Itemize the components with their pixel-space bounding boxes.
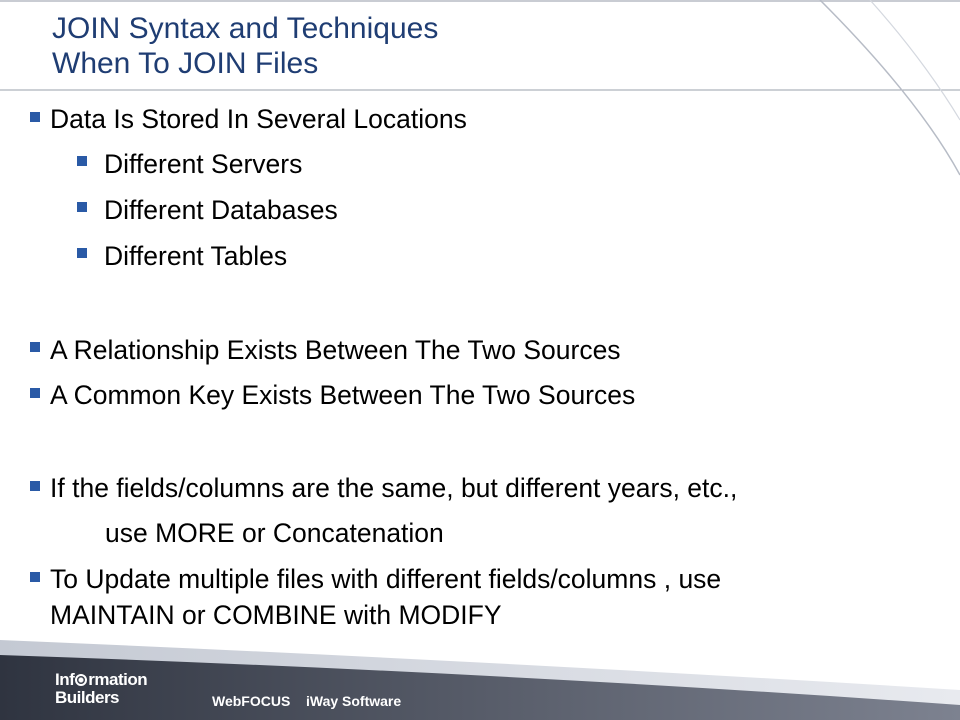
slide-title xyxy=(52,11,438,81)
bullet-item: To Update multiple files with different fields/columns , use xyxy=(50,564,722,594)
square-bullet-icon xyxy=(30,112,40,122)
bullet-item: A Relationship Exists Between The Two Sources xyxy=(50,335,621,365)
logo-text-line2: Builders xyxy=(55,688,120,707)
square-bullet-icon xyxy=(30,388,40,398)
slide-title-line1: JOIN Syntax and Techniques xyxy=(52,12,439,45)
bullet-continuation: use MORE or Concatenation xyxy=(105,518,444,548)
square-bullet-icon xyxy=(30,572,40,582)
bullet-item: Data Is Stored In Several Locations xyxy=(50,104,467,134)
square-bullet-icon xyxy=(77,202,87,212)
bullet-item: If the fields/columns are the same, but different years, etc., xyxy=(50,473,738,503)
top-rule xyxy=(0,0,960,2)
logo-text-a: Inf xyxy=(55,670,75,689)
sub-bullet-item: Different Databases xyxy=(104,195,338,225)
logo-o-icon xyxy=(75,674,87,686)
right-curve-2 xyxy=(870,0,960,120)
square-bullet-icon xyxy=(77,248,87,258)
square-bullet-icon xyxy=(30,481,40,491)
bullet-continuation: MAINTAIN or COMBINE with MODIFY xyxy=(50,600,502,630)
slide-title-line2: When To JOIN Files xyxy=(52,47,319,80)
logo-text-b: rmation xyxy=(88,670,148,689)
sub-bullet-item: Different Tables xyxy=(104,241,288,271)
footer-product-iway: iWay Software xyxy=(306,693,402,709)
square-bullet-icon xyxy=(77,156,87,166)
square-bullet-icon xyxy=(30,342,40,352)
bullet-item: A Common Key Exists Between The Two Sources xyxy=(50,380,636,410)
footer-product-webfocus: WebFOCUS xyxy=(212,693,291,709)
information-builders-logo xyxy=(55,671,147,707)
sub-bullet-item: Different Servers xyxy=(104,149,303,179)
